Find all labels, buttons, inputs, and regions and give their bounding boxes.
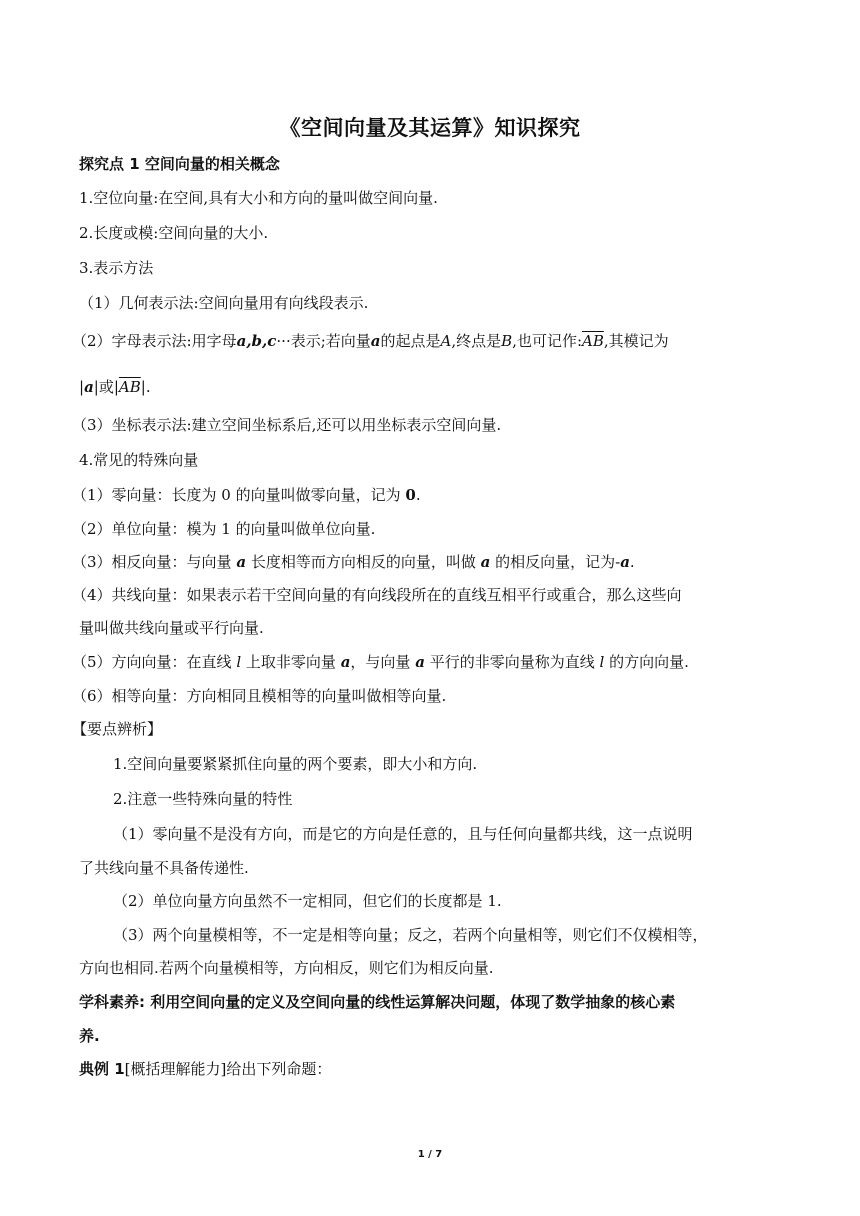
text-run: | [79,378,85,396]
section-heading: 探究点 1 空间向量的相关概念 [79,155,280,173]
text-run: （3）相反向量：与向量 [72,553,237,571]
literacy-note: 学科素养: 利用空间向量的定义及空间向量的线性运算解决问题，体现了数学抽象的核心素 [79,993,676,1011]
paragraph: （2）单位向量方向虽然不一定相同，但它们的长度都是 1. [113,892,502,910]
text-run: （1）零向量：长度为 0 的向量叫做零向量，记为 [72,486,406,504]
paragraph-letter-notation [72,330,782,352]
text-run: 上取非零向量 [241,653,341,671]
math-vector-a: a [620,553,630,571]
text-run: 的方向向量. [604,653,689,671]
paragraph: 方向也相同.若两个向量模相等，方向相反，则它们为相反向量. [79,959,494,977]
paragraph: （3）坐标表示法:建立空间坐标系后,还可以用坐标表示空间向量. [72,416,502,434]
math-vector-a: a [480,553,491,571]
math-vector-a: a [236,553,247,571]
math-vector-a: a [84,378,94,396]
paragraph: 1.空间向量要紧紧抓住向量的两个要素，即大小和方向. [113,755,478,773]
math-zero-vector: 0 [405,486,416,504]
math-vector-AB: $\overline{AB}$ [582,332,604,350]
literacy-note: 养. [79,1027,100,1045]
text-run: ···表示;若向量 [276,332,371,350]
text-run: ,也可记作: [512,332,582,350]
text-run: （5）方向向量：在直线 [72,653,237,671]
page-number: 1 / 7 [417,1149,443,1160]
math-letters: a,b,c [236,332,277,350]
paragraph: 2.注意一些特殊向量的特性 [113,790,293,808]
math-vector-a: a [340,653,351,671]
paragraph: （6）相等向量：方向相同且模相等的向量叫做相等向量. [72,687,447,705]
paragraph: （4）共线向量：如果表示若干空间向量的有向线段所在的直线互相平行或重合，那么这些向 [72,586,682,604]
paragraph: （1）几何表示法:空间向量用有向线段表示. [79,294,369,312]
paragraph-direction-vector [72,651,782,673]
text-run: （2）字母表示法:用字母 [72,332,237,350]
math-vector-a: a [415,653,425,671]
paragraph: （1）零向量不是没有方向，而是它的方向是任意的，且与任何向量都共线，这一点说明 [113,825,693,843]
paragraph-continuation [79,376,782,398]
text-run: |或| [93,378,119,396]
paragraph: （3）两个向量模相等，不一定是相等向量；反之，若两个向量相等，则它们不仅模相等， [113,926,708,944]
text-run: |. [140,378,151,396]
text-run: 的起点是 [380,332,441,350]
text-run: ,其模记为 [603,332,669,350]
text-run: 平行的非零向量称为直线 [424,653,600,671]
paragraph: 1.空位向量:在空间,具有大小和方向的量叫做空间向量. [79,189,438,207]
text-run: 的相反向量，记为- [490,553,621,571]
paragraph: 3.表示方法 [79,259,154,277]
text-run: ,终点是 [451,332,502,350]
text-run: . [415,486,421,504]
paragraph-zero-vector [72,484,782,506]
page-title: 《空间向量及其运算》知识探究 [279,116,581,140]
example-text: [概括理解能力]给出下列命题： [124,1060,332,1078]
paragraph: 了共线向量不具备传递性. [79,859,249,877]
text-run: 长度相等而方向相反的向量，叫做 [246,553,481,571]
math-vector-a: a [370,332,381,350]
keypoints-heading: 【要点辨析】 [72,720,163,738]
math-vector-AB: $\overline{AB}$ [118,378,141,396]
math-line-l: l [236,653,242,671]
paragraph-opposite-vector [72,551,782,573]
paragraph: 2.长度或模:空间向量的大小. [79,224,269,242]
example-line [79,1058,782,1080]
example-label: 典例 1 [79,1060,125,1078]
math-point-A: A [440,332,452,350]
text-run: ，与向量 [350,653,416,671]
paragraph: 量叫做共线向量或平行向量. [79,619,264,637]
paragraph: 4.常见的特殊向量 [79,451,199,469]
math-line-l: l [599,653,605,671]
text-run: . [629,553,635,571]
math-point-B: B [501,332,513,350]
paragraph: （2）单位向量：模为 1 的向量叫做单位向量. [72,520,376,538]
